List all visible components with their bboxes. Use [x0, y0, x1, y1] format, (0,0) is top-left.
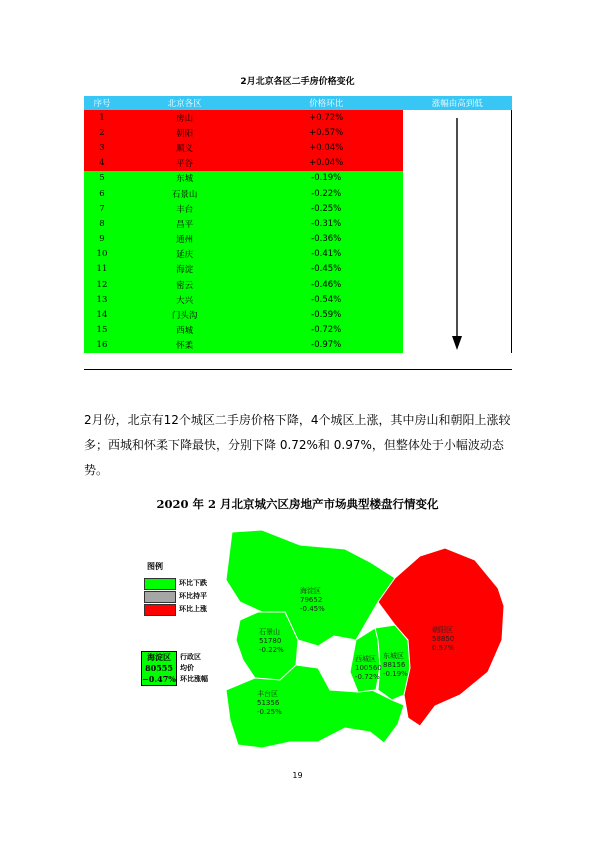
map-label-chaoyang — [432, 626, 454, 653]
header-rank: 涨幅由高到低 — [403, 96, 512, 110]
cell-change: -0.31% — [249, 216, 403, 231]
cell-change: -0.46% — [249, 277, 403, 292]
cell-district: 房山 — [120, 110, 250, 125]
cell-change: -0.41% — [249, 247, 403, 262]
cell-change: -0.97% — [249, 338, 403, 353]
map-label-name: 丰台区 — [257, 690, 278, 698]
map-label-change: -0.22% — [259, 646, 284, 654]
legend-item-down — [144, 578, 244, 589]
cell-change: -0.22% — [249, 186, 403, 201]
cell-district: 大兴 — [120, 292, 250, 307]
cell-seq: 15 — [84, 323, 120, 338]
cell-seq: 9 — [84, 232, 120, 247]
legend-label: 环比下跌 — [179, 579, 207, 587]
cell-seq: 3 — [84, 140, 120, 155]
cell-district: 石景山 — [120, 186, 250, 201]
map-label-shijingshan — [259, 628, 284, 655]
legend-swatch — [144, 591, 176, 603]
cell-seq: 16 — [84, 338, 120, 353]
legend-item-flat — [144, 591, 244, 602]
cell-district: 通州 — [120, 232, 250, 247]
map-label-name: 海淀区 — [300, 587, 321, 595]
cell-change: -0.25% — [249, 201, 403, 216]
cell-seq: 1 — [84, 110, 120, 125]
cell-seq: 4 — [84, 156, 120, 171]
cell-seq: 11 — [84, 262, 120, 277]
map-label-price: 88156 — [383, 661, 406, 669]
cell-district: 海淀 — [120, 262, 250, 277]
map-label-dongcheng — [383, 652, 408, 679]
cell-change: -0.72% — [249, 323, 403, 338]
cell-district: 怀柔 — [120, 338, 250, 353]
cell-seq: 6 — [84, 186, 120, 201]
table-bottom-rule — [84, 369, 512, 370]
table-header-row — [84, 96, 512, 110]
cell-seq: 7 — [84, 201, 120, 216]
cell-change: +0.04% — [249, 140, 403, 155]
legend-example-box — [141, 651, 177, 686]
cell-change: +0.57% — [249, 125, 403, 140]
header-district: 北京各区 — [120, 96, 250, 110]
cell-change: -0.19% — [249, 171, 403, 186]
cell-change: -0.45% — [249, 262, 403, 277]
cell-district: 延庆 — [120, 247, 250, 262]
rank-arrow-cell — [403, 110, 512, 353]
cell-change: -0.54% — [249, 292, 403, 307]
cell-seq: 14 — [84, 307, 120, 322]
map-label-name: 石景山 — [259, 628, 280, 636]
cell-district: 昌平 — [120, 216, 250, 231]
cell-seq: 10 — [84, 247, 120, 262]
map-label-price: 58850 — [432, 635, 455, 643]
legend-example-change: −0.47% — [142, 674, 176, 684]
header-change: 价格环比 — [249, 96, 403, 110]
summary-paragraph: 2月份，北京有12个城区二手房价格下降，4个城区上涨，其中房山和朝阳上涨较多；西城和怀柔下降最快，分别下降 0.72%和 0.97%，但整体处于小幅波动态势。 — [84, 413, 511, 477]
cell-seq: 13 — [84, 292, 120, 307]
legend-swatch — [144, 604, 176, 616]
cell-district: 平谷 — [120, 156, 250, 171]
map-label-haidian — [300, 587, 325, 614]
map-label-price: 79652 — [300, 596, 323, 604]
map-label-change: -0.19% — [383, 670, 408, 678]
map-label-name: 朝阳区 — [432, 626, 453, 634]
cell-change: -0.36% — [249, 232, 403, 247]
cell-district: 东城 — [120, 171, 250, 186]
legend-example-label: 环比涨幅 — [180, 675, 208, 683]
cell-seq: 8 — [84, 216, 120, 231]
cell-district: 密云 — [120, 277, 250, 292]
map-label-change: 0.57% — [432, 644, 455, 652]
cell-district: 西城 — [120, 323, 250, 338]
legend-label: 环比持平 — [179, 592, 207, 600]
map-title: 2020 年 2 月北京城六区房地产市场典型楼盘行情变化 — [156, 497, 439, 511]
cell-change: +0.72% — [249, 110, 403, 125]
down-arrow-icon — [403, 110, 511, 353]
price-table — [84, 96, 512, 353]
map-label-name: 西城区 — [355, 655, 376, 663]
cell-change: +0.04% — [249, 156, 403, 171]
legend-item-up — [144, 604, 244, 615]
cell-seq: 12 — [84, 277, 120, 292]
table-title: 2月北京各区二手房价格变化 — [240, 77, 355, 87]
map-label-fengtai — [257, 690, 282, 717]
header-seq: 序号 — [84, 96, 120, 110]
cell-district: 顺义 — [120, 140, 250, 155]
legend-label: 环比上涨 — [179, 605, 207, 613]
cell-seq: 5 — [84, 171, 120, 186]
legend-example-value: 80555 — [145, 663, 173, 673]
district-map — [210, 528, 520, 753]
legend-swatch — [144, 578, 176, 590]
map-label-change: -0.45% — [300, 605, 325, 613]
legend-title: 图例 — [147, 562, 163, 571]
map-label-change: -0.25% — [257, 708, 282, 716]
cell-change: -0.59% — [249, 307, 403, 322]
page-number: 19 — [292, 771, 303, 780]
cell-seq: 2 — [84, 125, 120, 140]
cell-district: 丰台 — [120, 201, 250, 216]
map-label-price: 51780 — [259, 637, 282, 645]
legend-example-label: 行政区 — [180, 653, 201, 661]
map-label-name: 东城区 — [383, 652, 404, 660]
legend-example-labels — [180, 652, 208, 685]
table-row — [84, 110, 512, 125]
map-label-change: -0.72% — [355, 673, 380, 681]
map-label-xicheng — [355, 655, 382, 682]
cell-district: 门头沟 — [120, 307, 250, 322]
map-label-price: 51356 — [257, 699, 280, 707]
legend-example-label: 均价 — [180, 664, 194, 672]
legend-example-name: 海淀区 — [147, 652, 171, 662]
cell-district: 朝阳 — [120, 125, 250, 140]
map-label-price: 100560 — [355, 664, 382, 672]
